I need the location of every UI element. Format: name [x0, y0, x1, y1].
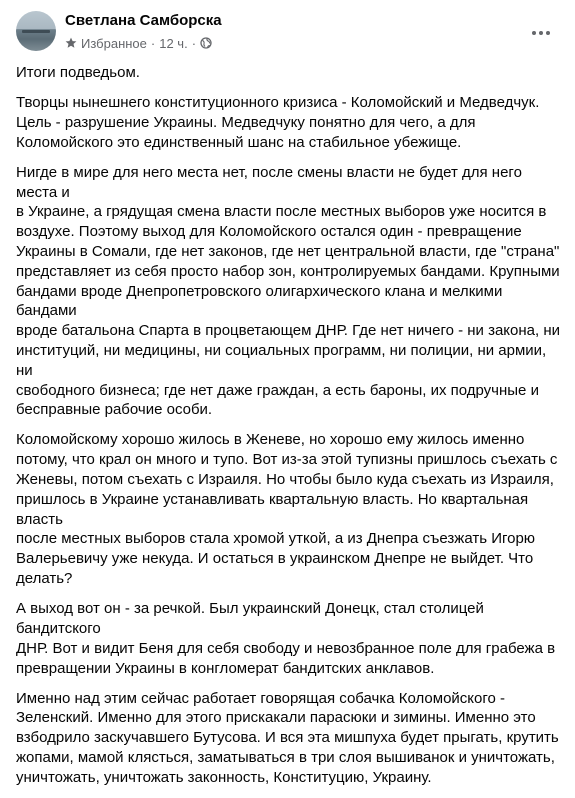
star-icon	[65, 37, 77, 49]
meta-separator-2: ·	[191, 35, 197, 51]
more-dots-icon	[546, 31, 550, 35]
avatar[interactable]	[16, 11, 56, 51]
post-paragraph: Нигде в мире для него места нет, после смены власти не будет для него места и в Украине, а грядущая смена власти после местных выборов уже носится в воздухе. Поэтому выход для Коломойского остался один - превращение Украины в Сомали, где нет законов, где нет центральной власти, где "страна" представляет из себя просто набор зон, контролируемых бандами. Крупными бандами вроде Днепропетровского олигархического клана и мелкими бандами вроде батальона Спарта в процветающем ДНР. Где нет ничего - ни закона, ни институций, ни медицины, ни социальных программ, ни полиции, ни армии, ни свободного бизнеса; где нет даже граждан, а есть бароны, их подручные и бесправные рабочие особи.	[16, 163, 561, 419]
more-dots-icon	[532, 31, 536, 35]
avatar-image-detail	[22, 30, 50, 33]
more-options-button[interactable]	[523, 15, 559, 51]
post-header	[16, 11, 559, 53]
audience-label[interactable]: Избранное	[81, 35, 147, 51]
meta-separator: ·	[150, 35, 156, 51]
post-paragraph: Творцы нынешнего конституционного кризиса - Коломойский и Медведчук. Цель - разрушение Украины. Медведчуку понятно для чего, а для Коломойского это единственный шанс на стабильное убежище.	[16, 94, 540, 151]
post-paragraph: Именно над этим сейчас работает говорящая собачка Коломойского - Зеленский. Именно для этого прискакали парасюки и зимины. Именно это взбодрило заскучавшего Бутусова. И вся эта мишпуха будет прыгать, крутить жопами, мамой клясться, заматываться в три слоя вышиванок и уничтожать, уничтожать, уничтожать законность, Конституцию, Украину.	[16, 689, 559, 786]
post-meta	[65, 35, 212, 51]
post-time[interactable]: 12 ч.	[159, 35, 188, 51]
post-paragraph: Коломойскому хорошо жилось в Женеве, но хорошо ему жилось именно потому, что крал он много и тупо. Вот из-за этой тупизны пришлось съехать с Женевы, потом съехать с Израиля. Но чтобы было куда съехать из Израиля, пришлось в Украине устанавливать квартальную власть. Но квартальная власть после местных выборов стала хромой уткой, а из Днепра съезжать Игорю Валерьевичу уже некуда. И остаться в украинском Днепре не выйдет. Что делать?	[16, 431, 558, 588]
author-name[interactable]: Светлана Самборска	[65, 12, 222, 29]
post-paragraph: А выход вот он - за речкой. Был украинский Донецк, стал столицей бандитского ДНР. Вот и видит Беня для себя свободу и невозбранное поле для грабежа в превращении Украины в конгломерат бандитских анклавов.	[16, 600, 556, 677]
post-text	[16, 63, 564, 798]
globe-icon[interactable]	[200, 37, 212, 49]
more-dots-icon	[539, 31, 543, 35]
post-paragraph: Итоги подведьом.	[16, 64, 140, 81]
